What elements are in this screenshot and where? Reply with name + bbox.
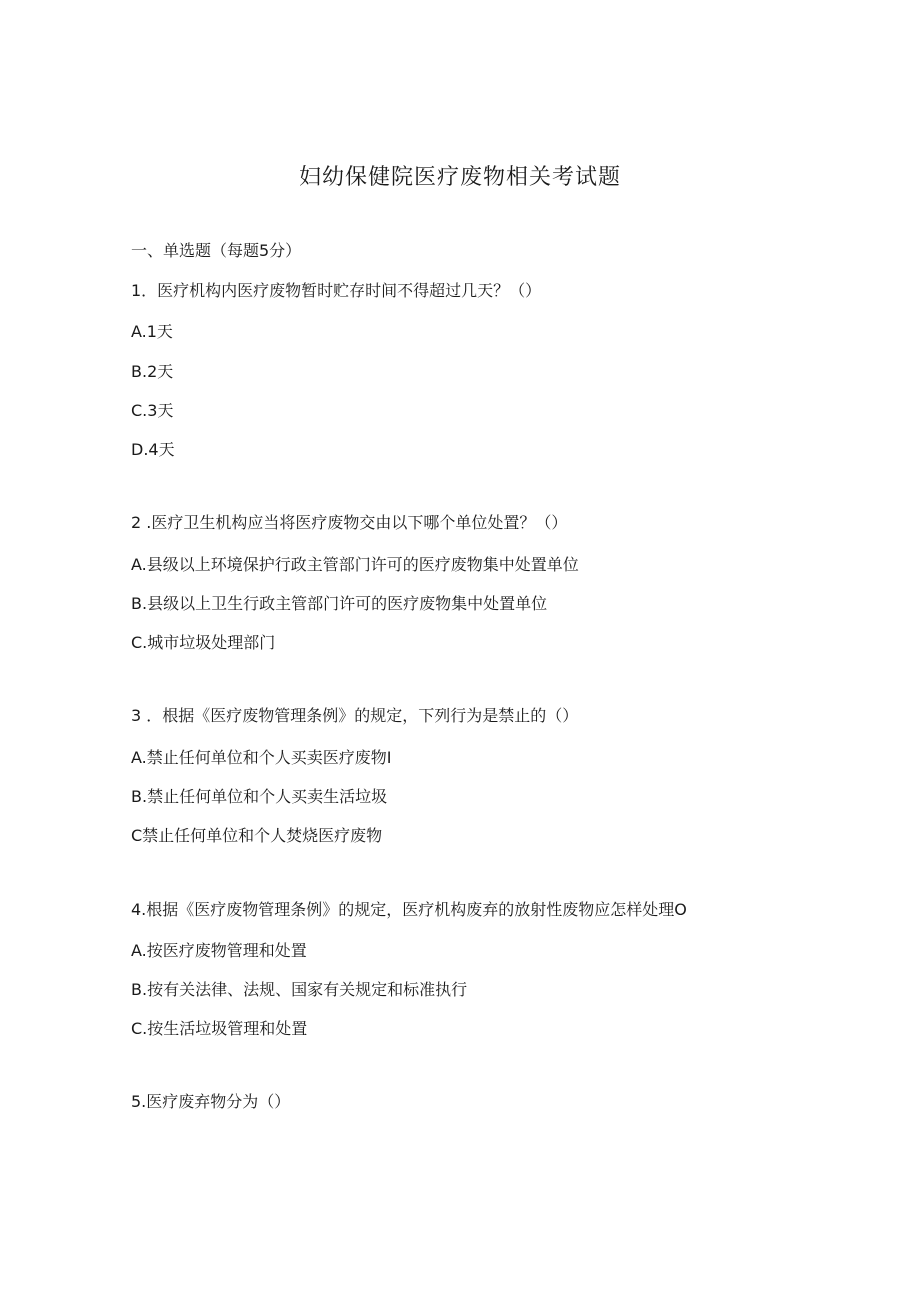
question-1-option-c: C.3天: [131, 401, 174, 420]
question-2-stem: 2 .医疗卫生机构应当将医疗废物交由以下哪个单位处置？（）: [131, 513, 568, 532]
question-2-option-c: C.城市垃圾处理部门: [131, 633, 276, 652]
question-4-option-c: C.按生活垃圾管理和处置: [131, 1019, 308, 1038]
question-1-option-d: D.4天: [131, 440, 175, 459]
question-4-stem: 4.根据《医疗废物管理条例》的规定，医疗机构废弃的放射性废物应怎样处理O: [131, 900, 687, 919]
question-3-option-b: B.禁止任何单位和个人买卖生活垃圾: [131, 787, 388, 806]
question-3-stem: 3 ．根据《医疗废物管理条例》的规定，下列行为是禁止的（）: [131, 706, 579, 725]
section-heading: 一、单选题（每题5分）: [131, 241, 302, 260]
question-5-stem: 5.医疗废弃物分为（）: [131, 1092, 291, 1111]
question-2-option-b: B.县级以上卫生行政主管部门许可的医疗废物集中处置单位: [131, 594, 548, 613]
question-2-option-a: A.县级以上环境保护行政主管部门许可的医疗废物集中处置单位: [131, 555, 579, 574]
question-1-option-b: B.2天: [131, 362, 174, 381]
question-4-option-a: A.按医疗废物管理和处置: [131, 941, 307, 960]
page-title: 妇幼保健院医疗废物相关考试题: [298, 165, 621, 190]
question-1-stem: 1．医疗机构内医疗废物暂时贮存时间不得超过几天？（）: [131, 281, 542, 300]
question-1-option-a: A.1天: [131, 322, 173, 341]
question-3-option-a: A.禁止任何单位和个人买卖医疗废物I: [131, 748, 392, 767]
question-3-option-c: C禁止任何单位和个人焚烧医疗废物: [131, 826, 383, 845]
question-4-option-b: B.按有关法律、法规、国家有关规定和标准执行: [131, 980, 468, 999]
